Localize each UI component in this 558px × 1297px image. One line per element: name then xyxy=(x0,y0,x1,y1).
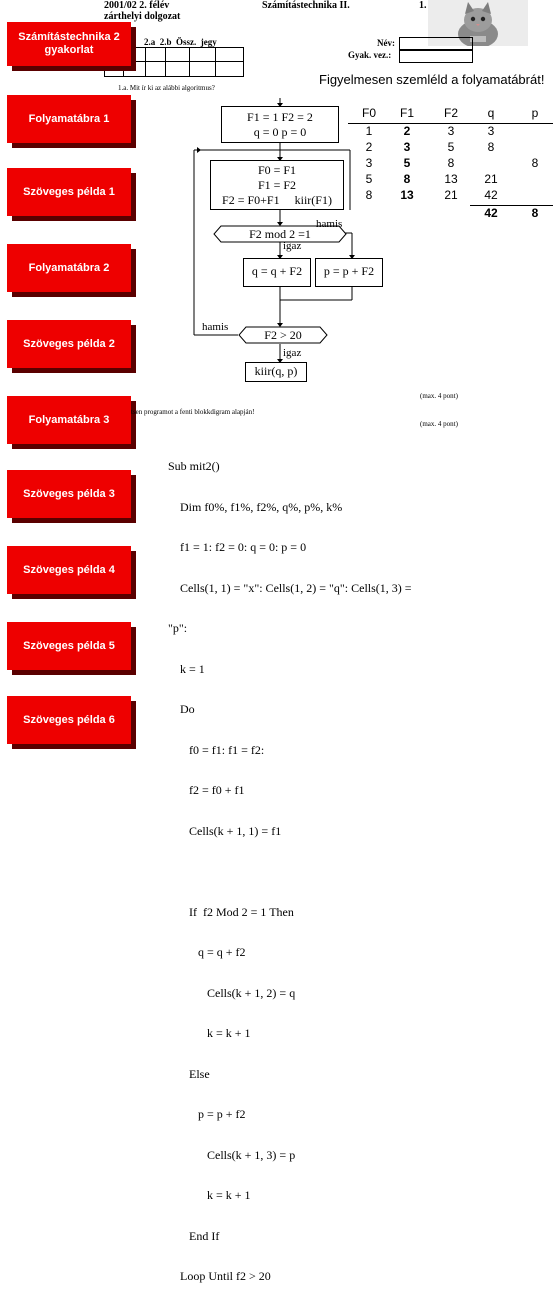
table-cell: 5 xyxy=(403,156,411,170)
total-q: 42 xyxy=(484,206,498,220)
code-line: End If xyxy=(168,1228,220,1243)
igaz-label-2: igaz xyxy=(283,347,302,359)
course-title: Számítástechnika II. xyxy=(262,0,350,11)
table-cell: 8 xyxy=(365,188,373,202)
table-cell: 21 xyxy=(484,172,498,186)
code-line: p = p + f2 xyxy=(168,1107,246,1121)
table-cell: 8 xyxy=(487,140,495,154)
question-1a: 1.a. Mit ír ki az alábbi algoritmus? xyxy=(118,84,215,92)
table-cell: 8 xyxy=(403,172,411,186)
nav-text-example-6[interactable]: Szöveges példa 6 xyxy=(7,696,131,744)
total-p: 8 xyxy=(531,206,539,220)
table-cell: 8 xyxy=(531,156,539,170)
table-cell: 3 xyxy=(365,156,373,170)
table-cell: 1 xyxy=(365,124,373,138)
vba-code-block xyxy=(168,433,458,1297)
table-cell: 8 xyxy=(447,156,455,170)
th-f0: F0 xyxy=(361,106,376,120)
q-assign-box: q = q + F2 xyxy=(243,258,311,287)
igaz-label-1: igaz xyxy=(283,240,302,252)
table-cell: 3 xyxy=(487,124,495,138)
loop-line-2: F1 = F2 xyxy=(257,178,297,192)
nav-flowchart-3[interactable]: Folyamatábra 3 xyxy=(7,396,131,444)
code-line: Cells(k + 1, 3) = p xyxy=(168,1147,296,1162)
hamis-label-2: hamis xyxy=(202,321,229,333)
code-line: f2 = f0 + f1 xyxy=(168,783,245,797)
name-label: Név: xyxy=(377,38,395,48)
table-cell: 5 xyxy=(447,140,455,154)
init-box xyxy=(221,106,339,143)
nav-text-example-1[interactable]: Szöveges példa 1 xyxy=(7,168,131,216)
code-line: f0 = f1: f1 = f2: xyxy=(168,742,265,757)
code-line: If f2 Mod 2 = 1 Then xyxy=(168,904,294,919)
code-line: Sub mit2() xyxy=(168,459,220,473)
table-cell: 5 xyxy=(365,172,373,186)
code-line: Dim f0%, f1%, f2%, q%, p%, k% xyxy=(168,499,343,514)
instruction-text: Figyelmesen szemléld a folyamatábrát! xyxy=(319,72,545,87)
table-cell: 3 xyxy=(403,140,411,154)
grid-labels: 2.a 2.b Össz. jegy xyxy=(144,37,217,47)
th-f1: F1 xyxy=(399,106,414,120)
points-1: (max. 4 pont) xyxy=(420,392,458,400)
code-line: Cells(k + 1, 2) = q xyxy=(168,985,296,1000)
hamis-label-1: hamis xyxy=(316,218,343,230)
code-line: Cells(1, 1) = "x": Cells(1, 2) = "q": Cells(1, 3) = xyxy=(168,580,412,595)
decision-2-text: F2 > 20 xyxy=(264,328,302,342)
page-number: 1. xyxy=(419,0,427,11)
code-line xyxy=(168,865,458,879)
loop-line-3: F2 = F0+F1 kiir(F1) xyxy=(222,193,332,207)
nav-text-example-3[interactable]: Szöveges példa 3 xyxy=(7,470,131,518)
table-cell: 2 xyxy=(365,140,373,154)
term-label: 2001/02 2. félév xyxy=(104,0,170,11)
table-cell: 3 xyxy=(447,124,455,138)
points-2: (max. 4 pont) xyxy=(420,420,458,428)
nav-text-example-5[interactable]: Szöveges példa 5 xyxy=(7,622,131,670)
decision-1-text: F2 mod 2 =1 xyxy=(249,227,311,241)
nav-text-example-2[interactable]: Szöveges példa 2 xyxy=(7,320,131,368)
table-cell: 13 xyxy=(444,172,458,186)
p-assign-box: p = p + F2 xyxy=(315,258,383,287)
th-p: p xyxy=(531,106,539,120)
code-line: q = q + f2 xyxy=(168,945,246,959)
nav-home-label: Számítástechnika 2 xyxy=(18,31,120,43)
code-line: "p": xyxy=(168,621,188,635)
table-cell: 2 xyxy=(403,124,411,138)
code-line: Loop Until f2 > 20 xyxy=(168,1269,271,1283)
loop-line-1: F0 = F1 xyxy=(257,163,297,177)
exam-label: zárthelyi dolgozat xyxy=(104,11,181,22)
question-2: tsen programot a fenti blokkdigram alapján! xyxy=(131,408,255,416)
init-line-2: q = 0 p = 0 xyxy=(253,125,307,139)
output-box: kiir(q, p) xyxy=(245,362,307,382)
code-line: k = 1 xyxy=(168,661,205,676)
code-line: Cells(k + 1, 1) = f1 xyxy=(168,823,282,838)
nav-flowchart-2[interactable]: Folyamatábra 2 xyxy=(7,244,131,292)
th-q: q xyxy=(487,106,495,120)
th-f2: F2 xyxy=(443,106,458,120)
code-line: Do xyxy=(168,702,195,716)
group-label: Gyak. vez.: xyxy=(348,50,392,60)
code-line: Else xyxy=(168,1066,210,1081)
init-line-1: F1 = 1 F2 = 2 xyxy=(247,110,313,124)
code-line: k = k + 1 xyxy=(168,1026,251,1040)
table-cell: 42 xyxy=(484,188,498,202)
nav-text-example-4[interactable]: Szöveges példa 4 xyxy=(7,546,131,594)
nav-home-label2: gyakorlat xyxy=(44,44,94,56)
code-line: f1 = 1: f2 = 0: q = 0: p = 0 xyxy=(168,540,307,554)
nav-flowchart-1[interactable]: Folyamatábra 1 xyxy=(7,95,131,143)
table-cell: 13 xyxy=(400,188,414,202)
code-line: k = k + 1 xyxy=(168,1188,251,1202)
loop-body-box xyxy=(210,160,344,210)
table-cell: 21 xyxy=(444,188,458,202)
